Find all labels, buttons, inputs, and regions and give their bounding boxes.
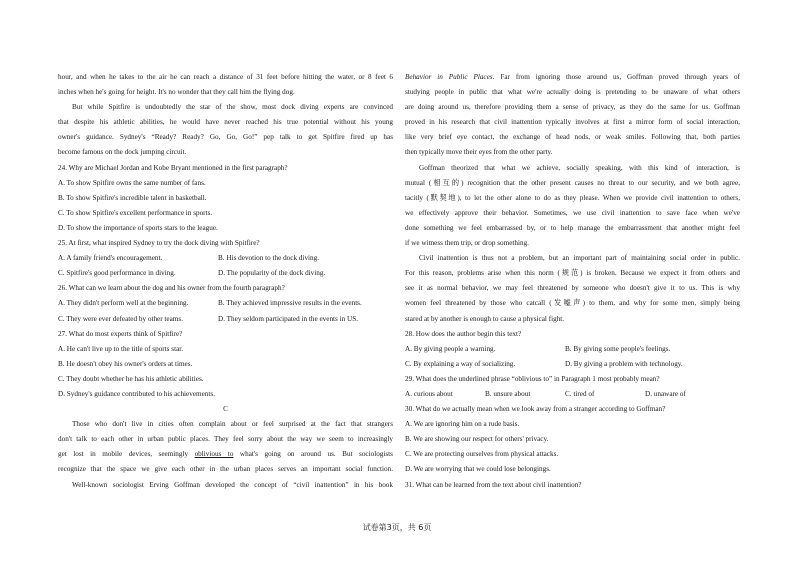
passage-line <box>405 70 740 85</box>
passage-line: Well-known sociologist Erving Goffman developed the concept of “civil inattention” in his book <box>72 480 393 489</box>
passage-line: then typically move their eyes from the other party. <box>405 148 553 157</box>
options-row <box>58 312 393 327</box>
option: C. We are protecting ourselves from physical attacks. <box>405 450 559 459</box>
text: what's going on around us. But sociologists <box>233 450 393 459</box>
option: B. They achieved impressive results in the events. <box>218 299 362 308</box>
passage-line: inches when he's going for height. It's no wonder that they call him the flying dog. <box>58 88 295 97</box>
question-26: 26. What can we learn about the dog and his owner from the fourth paragraph? <box>58 284 285 293</box>
passage-line: that despite his athletic abilities, he would have never reached his true potential without his young <box>58 118 393 127</box>
section-heading: C <box>223 405 228 414</box>
option: B. unsure about <box>485 389 531 398</box>
passage-line: Those who don't live in cities often complain about or feel surprised at the fact that strangers <box>72 420 393 429</box>
option: D. To show the importance of sports stars to the league. <box>58 223 218 232</box>
passage-line: For this reason, problems arise when this norm (规范) is broken. Because we expect it from others and <box>405 269 740 278</box>
passage-line: are doing around us, therefore providing them a sense of privacy, as they do the same for us. Goffman <box>405 103 740 112</box>
passage-line: women feel threatened by those who catcall (发嘘声) to them, and why for some men, simply being <box>405 299 740 308</box>
text: . Far from ignoring those around us, Goffman proved through years of <box>492 73 740 81</box>
passage-line: hour, and when he takes to the air he can reach a distance of 31 feet before hitting the water, or 8 feet 6 <box>58 73 393 81</box>
passage-line <box>58 447 393 462</box>
option: D. They seldom participated in the events in US. <box>218 314 358 323</box>
passage-line: recognize that the space we give each other in the urban places serves an important social function. <box>58 465 393 474</box>
option: A. They didn't perform well at the beginning. <box>58 299 189 308</box>
question-30: 30. What do we actually mean when we look away from a stranger according to Goffman? <box>405 405 666 414</box>
question-25: 25. At first, what inspired Sydney to try the dock diving with Spitfire? <box>58 239 260 248</box>
option: C. By explaining a way of socializing. <box>405 359 516 368</box>
option: A. He can't live up to the title of sports star. <box>58 344 184 353</box>
option: B. By giving some people's feelings. <box>565 344 671 353</box>
passage-line: become famous on the dock jumping circuit. <box>58 148 187 157</box>
option: A. curious about <box>405 389 453 398</box>
passage-line: Civil inattention is thus not a problem, but an important part of maintaining social order in public. <box>419 254 740 263</box>
option: D. By giving a problem with technology. <box>565 359 683 368</box>
question-24: 24. Why are Michael Jordan and Kobe Bryant mentioned in the first paragraph? <box>58 163 288 172</box>
options-row <box>58 251 393 266</box>
option: D. The popularity of the dock diving. <box>218 269 326 278</box>
option: C. To show Spitfire's excellent performance in sports. <box>58 208 213 217</box>
option: B. We are showing our respect for others' privacy. <box>405 435 549 444</box>
passage-line: done something we feel embarrassed by, or to help manage the embarrassment that another might feel <box>405 223 740 232</box>
right-column <box>405 70 740 493</box>
passage-line: owner's guidance. Sydney's “Ready? Ready? Go, Go, Go!” pep talk to get Spitfire fired up has <box>58 133 393 142</box>
passage-line: we effectively approve their behavior. Sometimes, we use civil inattention to save face when we've <box>405 208 740 217</box>
option: C. They doubt whether he has his athletic abilities. <box>58 374 204 383</box>
option: B. His devotion to the dock diving. <box>218 254 320 263</box>
option: C. tired of <box>565 389 595 398</box>
passage-line: like very brief eye contact, the exchange of head nods, or weak smiles. Following that, both parties <box>405 133 740 142</box>
options-row <box>405 387 740 402</box>
passage-line: tacitly (默契地), to let the other alone to do as they please. When we provide civil inattention to others, <box>405 193 740 202</box>
option: C. Spitfire's good performance in diving. <box>58 269 176 278</box>
question-27: 27. What do most experts think of Spitfire? <box>58 329 183 338</box>
passage-line: don't talk to each other in urban public places. They feel sorry about the way we seem to increasingly <box>58 435 393 444</box>
option: D. Sydney's guidance contributed to his achievements. <box>58 389 215 398</box>
passage-line: if we witness them trip, or drop something. <box>405 239 529 248</box>
option: B. To show Spitfire's incredible talent in basketball. <box>58 193 207 202</box>
passage-line: mutual (相互的) recognition that the other present causes no threat to our security, and we both agree, <box>405 178 740 187</box>
question-28: 28. How does the author begin this text? <box>405 329 522 338</box>
passage-line: Goffman theorized that what we achieve, socially speaking, with this kind of interaction, is <box>419 163 740 172</box>
passage-line: But while Spitfire is undoubtedly the star of the show, most dock diving experts are convinced <box>72 103 393 112</box>
page-footer: 试卷第3页，共 6页 <box>362 523 432 532</box>
option: A. By giving people a warning. <box>405 344 496 353</box>
option: B. He doesn't obey his owner's orders at times. <box>58 359 193 368</box>
option: A. To show Spitfire owns the same number of fans. <box>58 178 206 187</box>
passage-line: proved in his research that civil inattention typically involves at first a mirror form of social interaction, <box>405 118 740 127</box>
question-31: 31. What can be learned from the text about civil inattention? <box>405 480 582 489</box>
options-row <box>405 342 740 357</box>
option: A. A family friend's encouragement. <box>58 254 163 263</box>
options-row <box>405 357 740 372</box>
underlined-phrase: oblivious to <box>194 450 234 459</box>
question-29: 29. What does the underlined phrase “oblivious to” in Paragraph 1 most probably mean? <box>405 374 660 383</box>
option: D. unaware of <box>645 389 686 398</box>
passage-line: see it as normal behavior, we may feel threatened by someone who doesn't give it to us. This is why <box>405 284 740 293</box>
passage-line: stared at by another is enough to cause a physical fight. <box>405 314 565 323</box>
option: C. They were ever defeated by other teams. <box>58 314 183 323</box>
option: A. We are ignoring him on a rude basis. <box>405 420 520 429</box>
book-title: Behavior in Public Places <box>405 73 493 81</box>
passage-line: studying people in public that what we're actually doing is pretending to be unaware of what others <box>405 88 740 97</box>
text: get lost in mobile devices, seemingly <box>58 450 195 459</box>
left-column <box>58 70 393 493</box>
options-row <box>58 296 393 311</box>
options-row <box>58 266 393 281</box>
option: D. We are worrying that we could lose belongings. <box>405 465 551 474</box>
